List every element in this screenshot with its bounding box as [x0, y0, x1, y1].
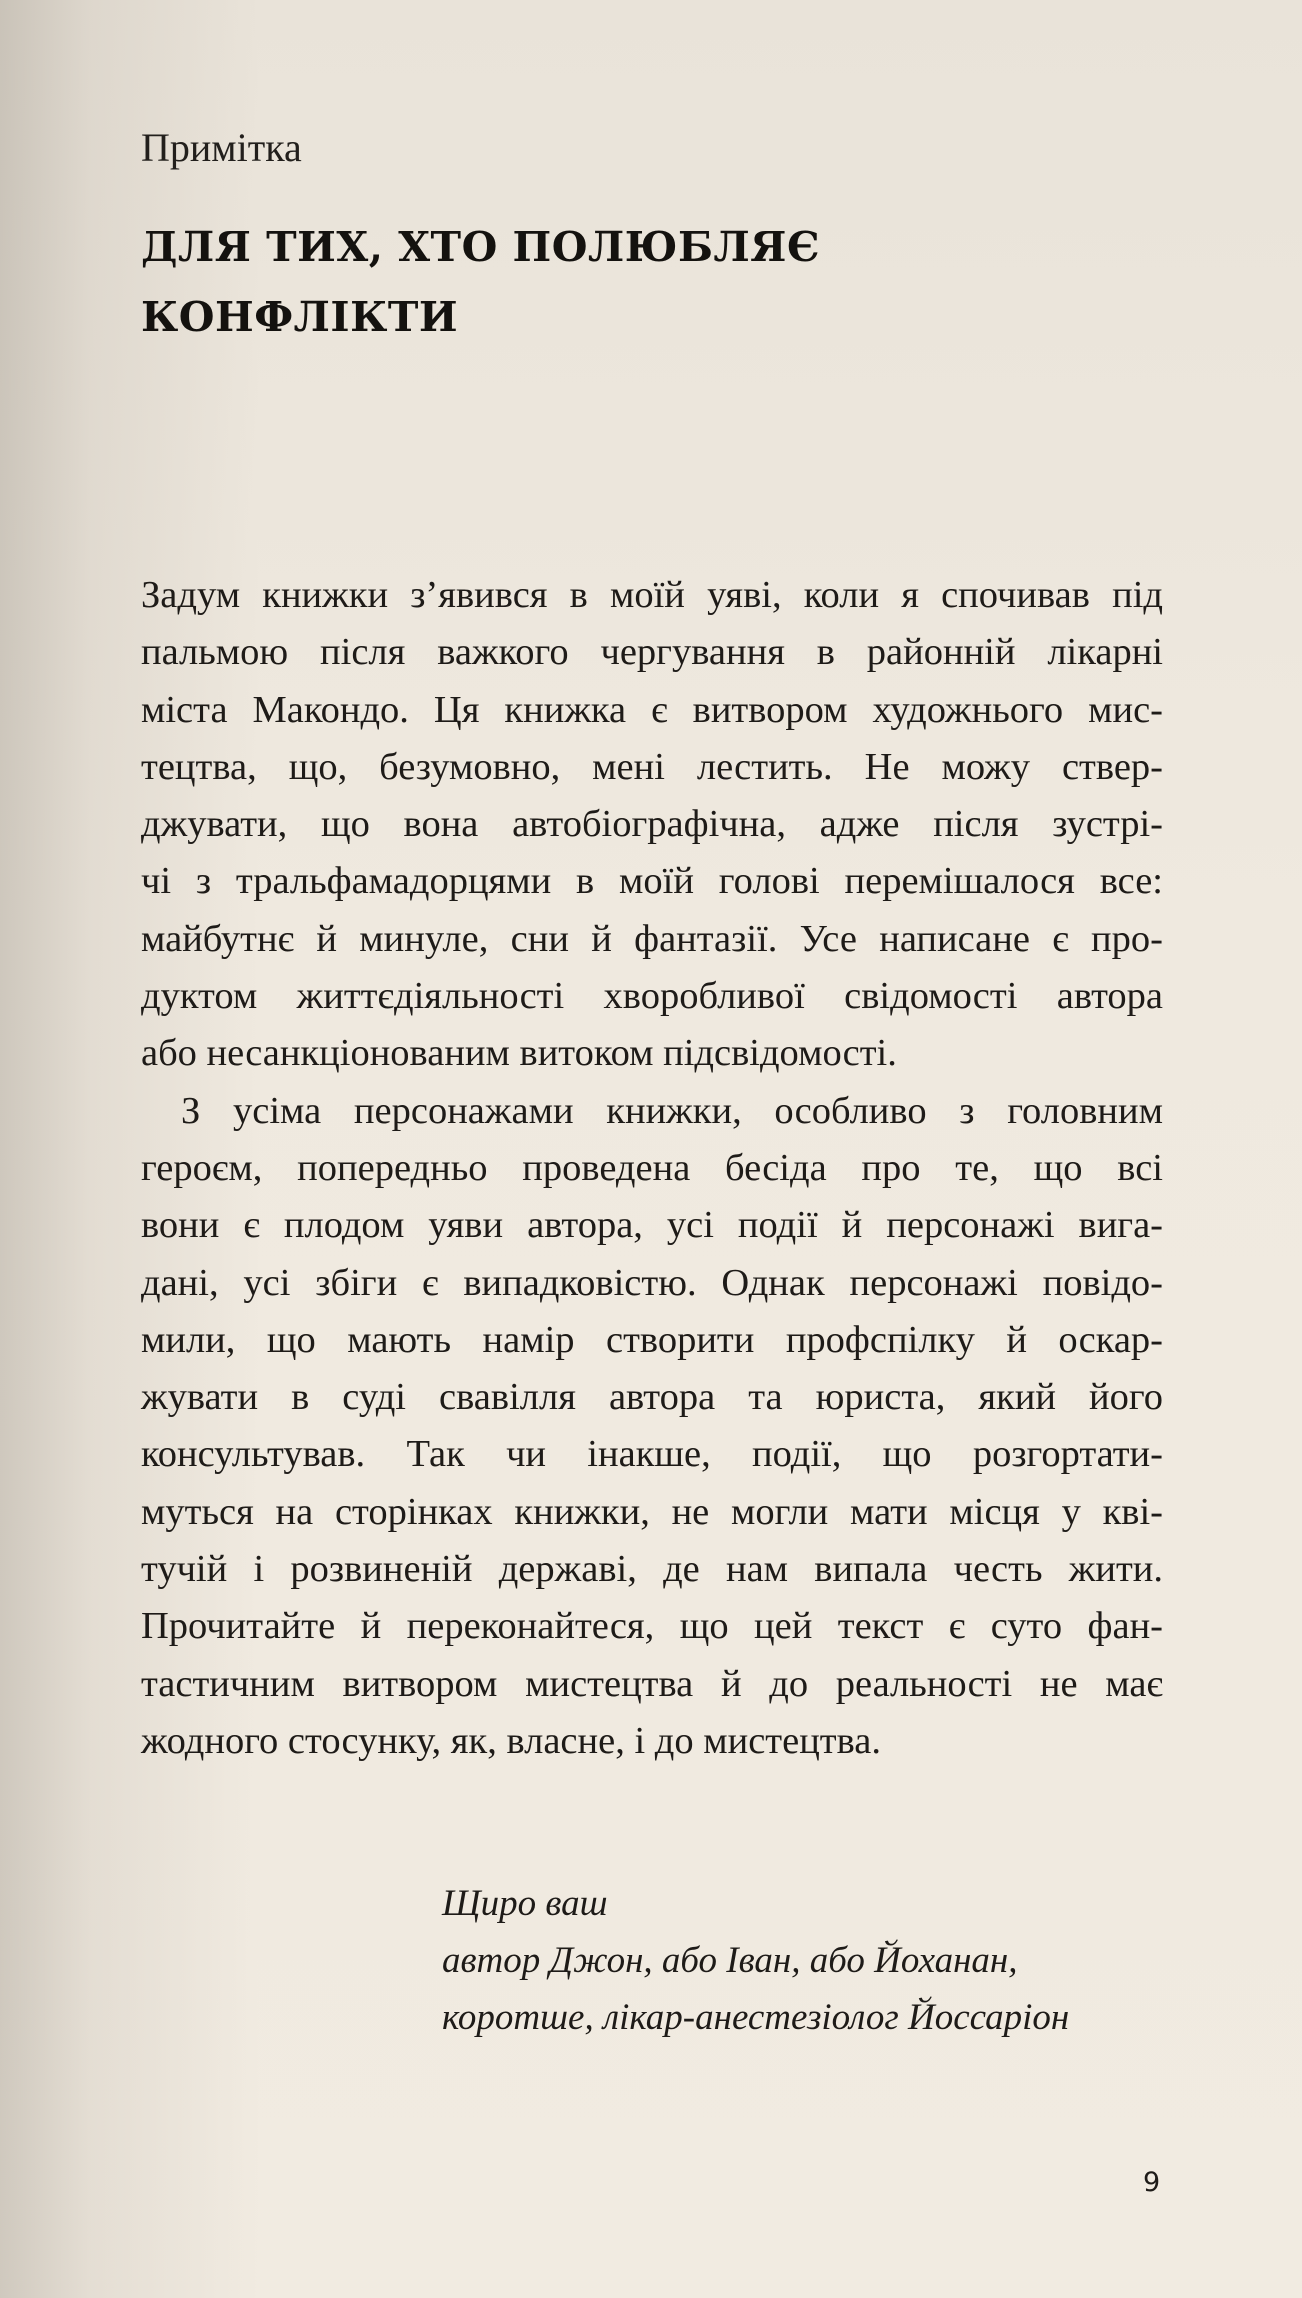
- chapter-title-line: ДЛЯ ТИХ, ХТО ПОЛЮБЛЯЄ: [141, 223, 821, 271]
- signature-line: Щиро ваш: [442, 1883, 608, 1924]
- text-line: чі з тральфамадорцями в моїй голові перемішалося все:: [141, 860, 1163, 903]
- text-line: тастичним витвором мистецтва й до реальності не має: [141, 1662, 1163, 1705]
- signature-line: автор Джон, або Іван, або Йоханан,: [442, 1940, 1018, 1981]
- text-line: дані, усі збіги є випадковістю. Однак персонажі повідо-: [141, 1261, 1163, 1304]
- text-line: жодного стосунку, як, власне, і до мистецтва.: [141, 1719, 882, 1762]
- text-line: консультував. Так чи інакше, події, що розгортати-: [141, 1433, 1163, 1476]
- chapter-title-line: КОНФЛІКТИ: [141, 293, 459, 341]
- section-label: Примітка: [141, 125, 302, 170]
- text-line: мили, що мають намір створити профспілку й оскар-: [141, 1318, 1163, 1361]
- text-line: майбутнє й минуле, сни й фантазії. Усе написане є про-: [141, 917, 1163, 960]
- text-line: Прочитайте й переконайтеся, що цей текст є суто фан-: [141, 1605, 1163, 1648]
- chapter-title: [141, 212, 1141, 352]
- text-line: героєм, попередньо проведена бесіда про те, що всі: [141, 1146, 1163, 1189]
- text-line: Задум книжки з’явився в моїй уяві, коли я спочивав під: [141, 574, 1163, 616]
- text-line: жувати в суді свавілля автора та юриста, який його: [141, 1376, 1163, 1419]
- text-line: міста Макондо. Ця книжка є витвором художнього мис-: [141, 688, 1163, 731]
- signature-block: [442, 1875, 1069, 2046]
- signature-line: коротше, лікар-анестезіолог Йоссаріон: [442, 1997, 1070, 2038]
- text-line: джувати, що вона автобіографічна, адже після зустрі-: [141, 803, 1163, 846]
- body-text: [141, 567, 1163, 1770]
- text-line: дуктом життєдіяльності хворобливої свідомості автора: [141, 975, 1163, 1018]
- text-line: або несанкціонованим витоком підсвідомості.: [141, 1032, 897, 1075]
- text-line: тучій і розвиненій державі, де нам випала честь жити.: [141, 1548, 1163, 1591]
- text-line: муться на сторінках книжки, не могли мати місця у кві-: [141, 1490, 1163, 1533]
- text-line: З усіма персонажами книжки, особливо з головним: [181, 1089, 1163, 1132]
- text-line: вони є плодом уяви автора, усі події й персонажі вига-: [141, 1204, 1163, 1247]
- text-line: тецтва, що, безумовно, мені лестить. Не можу ствер-: [141, 745, 1163, 788]
- page-number: 9: [1143, 2167, 1161, 2198]
- text-line: пальмою після важкого чергування в районній лікарні: [141, 631, 1163, 674]
